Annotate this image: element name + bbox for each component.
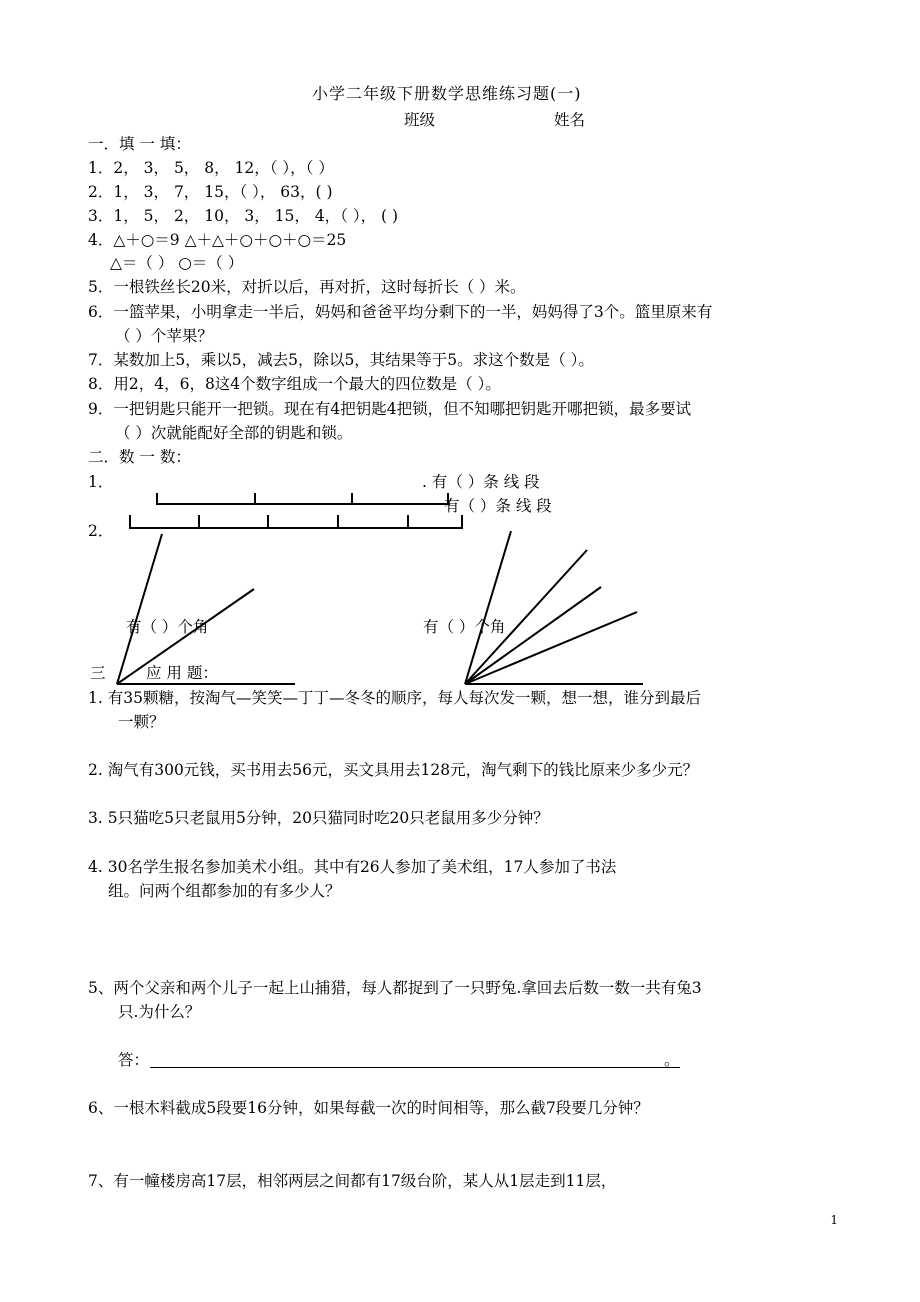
angle-figure-right [465, 531, 643, 684]
s2-question-2-number: 2． [88, 522, 114, 540]
s3-question-2: 2. 淘气有300元钱，买书用去56元，买文具用去128元，淘气剩下的钱比原来少多少元？ [88, 761, 699, 779]
s1-question-3: 3．1， 5， 2， 10， 3， 15， 4，（ ）， ( ) [88, 207, 399, 225]
s2-angle-left-answer: 有（ ）个角 [126, 618, 209, 636]
s1-question-2: 2．1， 3， 7， 15，（ ）， 63，( ) [88, 183, 333, 201]
s3-question-3: 3. 5只猫吃5只老鼠用5分钟，20只猫同时吃20只老鼠用多少分钟？ [88, 809, 549, 827]
s3-question-1-line2: 一颗？ [118, 713, 165, 731]
section3-heading: 应 用 题： [146, 664, 218, 682]
s1-question-5: 5．一根铁丝长20米，对折以后，再对折，这时每折长（ ）米。 [88, 278, 526, 296]
s3-question-6: 6、一根木料截成5段要16分钟，如果每截一次的时间相等，那么截7段要几分钟？ [88, 1099, 649, 1117]
page-title: 小学二年级下册数学思维练习题(一) [312, 84, 582, 103]
s1-question-7: 7．某数加上5，乘以5，减去5，除以5，其结果等于5。求这个数是（ ）。 [88, 351, 594, 369]
s1-question-6-line2: （ ）个苹果？ [115, 327, 213, 345]
s3-question-5-line2: 只.为什么？ [118, 1003, 201, 1021]
answer-line [150, 1067, 680, 1068]
s1-question-4-line1: 4．△＋○＝9 △＋△＋○＋○＋○＝25 [88, 231, 347, 249]
section2-heading: 二．数 一 数： [88, 448, 191, 466]
s1-question-1: 1．2， 3， 5， 8， 12，（ ），（ ） [88, 159, 334, 177]
answer-label: 答： [118, 1051, 150, 1069]
name-label: 姓名 [554, 111, 586, 129]
s3-question-4-line2: 组。问两个组都参加的有多少人？ [108, 882, 341, 900]
s1-question-8: 8．用2，4，6，8这4个数字组成一个最大的四位数是（ ）。 [88, 375, 501, 393]
s3-question-5-line1: 5、两个父亲和两个儿子一起上山捕猎，每人都捉到了一只野兔.拿回去后数一数一共有兔3 [88, 979, 702, 997]
s3-question-1-line1: 1. 有35颗糖，按淘气—笑笑—丁丁—冬冬的顺序，每人每次发一颗，想一想，谁分到最后 [88, 689, 701, 707]
angle-figure-left [117, 534, 295, 684]
s2-question-1-answer-b: 有（ ）条 线 段 [444, 497, 552, 515]
segment-figure-bottom [129, 515, 463, 529]
s2-question-1-number: 1． [88, 473, 114, 491]
segment-figure-top [157, 493, 450, 505]
section1-heading: 一．填 一 填： [88, 135, 191, 153]
section3-heading-number: 三 [90, 664, 106, 682]
s1-question-9-line1: 9．一把钥匙只能开一把锁。现在有4把钥匙4把锁，但不知哪把钥匙开哪把锁，最多要试 [88, 400, 692, 418]
answer-end-mark: 。 [664, 1051, 680, 1069]
s2-angle-right-answer: 有（ ）个角 [423, 618, 506, 636]
class-label: 班级 [404, 111, 436, 129]
s1-question-9-line2: （ ）次就能配好全部的钥匙和锁。 [115, 424, 353, 442]
s1-question-6-line1: 6．一篮苹果，小明拿走一半后，妈妈和爸爸平均分剩下的一半，妈妈得了3个。篮里原来有 [88, 303, 713, 321]
s3-question-7: 7、有一幢楼房高17层，相邻两层之间都有17级台阶，某人从1层走到11层， [88, 1172, 617, 1190]
s2-question-1-answer-a: . 有（ ）条 线 段 [422, 473, 540, 491]
page-number: 1 [830, 1213, 838, 1227]
s3-question-4-line1: 4. 30名学生报名参加美术小组。其中有26人参加了美术组，17人参加了书法 [88, 858, 617, 876]
s1-question-4-line2: △＝（ ） ○＝（ ） [110, 254, 244, 272]
